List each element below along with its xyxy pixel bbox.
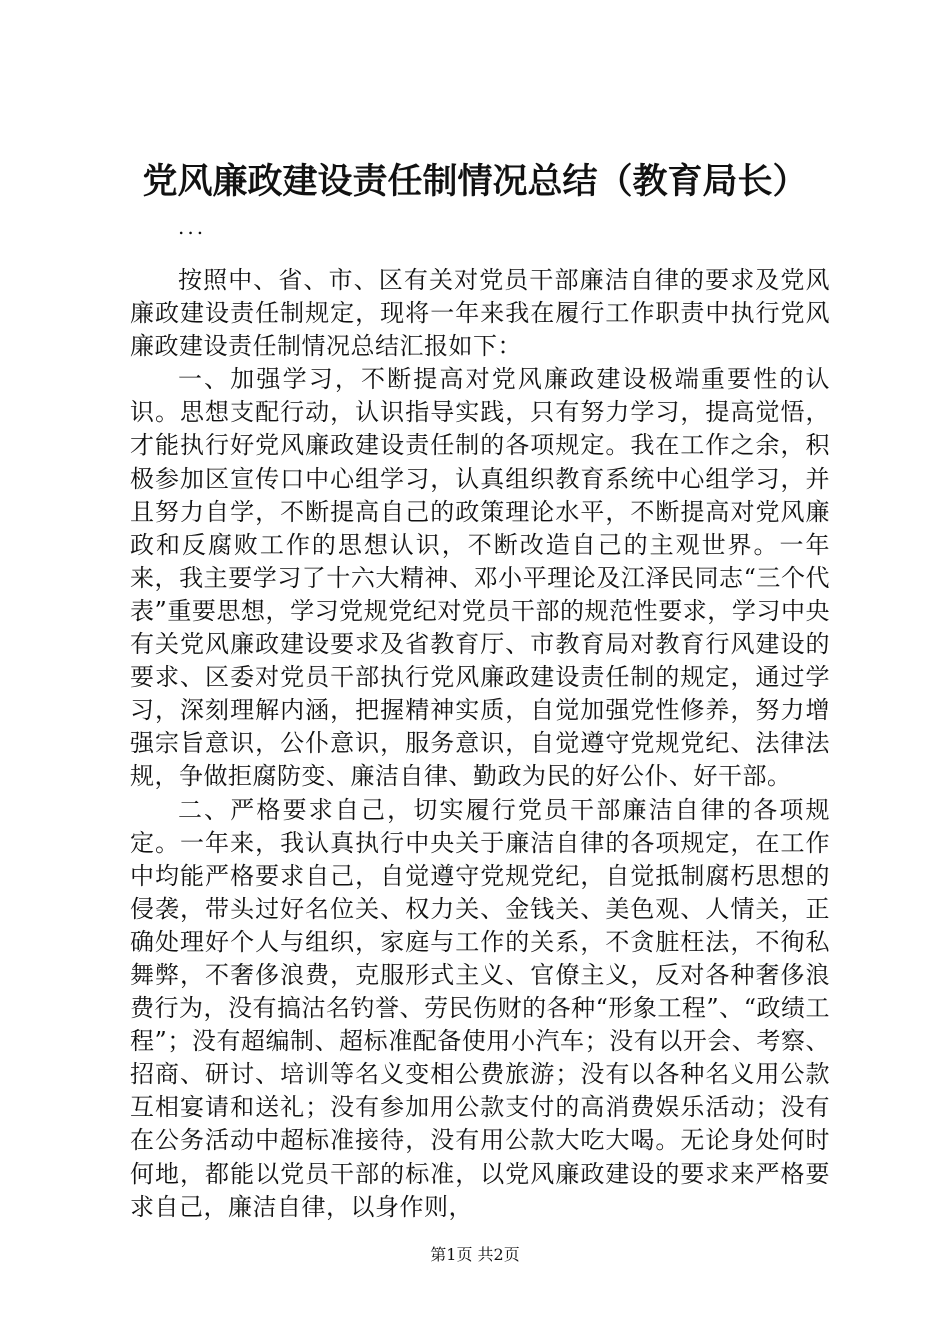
page-footer: 第1页 共2页 (430, 1245, 520, 1264)
paragraph-section-1: 一、加强学习，不断提高对党风廉政建设极端重要性的认识。思想支配行动，认识指导实践，只有努力学习，提高觉悟，才能执行好党风廉政建设责任制的各项规定。我在工作之余，积极参加区宣传口中心组学习，认真组织教育系统中心组学习，并且努力自学，不断提高自己的政策理论水平，不断提高对党风廉政和反腐败工作的思想认识，不断改造自己的主观世界。一年来，我主要学习了十六大精神、邓小平理论及江泽民同志“三个代表”重要思想，学习党规党纪对党员干部的规范性要求，学习中央有关党风廉政建设要求及省教育厅、市教育局对教育行风建设的要求、区委对党员干部执行党风廉政建设责任制的规定，通过学习，深刻理解内涵，把握精神实质，自觉加强党性修养，努力增强宗旨意识，公仆意识，服务意识，自觉遵守党规党纪、法律法规，争做拒腐防变、廉洁自律、勤政为民的好公仆、好干部。 (130, 365, 830, 791)
document-body (130, 264, 830, 1224)
paragraph-section-2: 二、严格要求自己，切实履行党员干部廉洁自律的各项规定。一年来，我认真执行中央关于廉洁自律的各项规定，在工作中均能严格要求自己，自觉遵守党规党纪，自觉抵制腐朽思想的侵袭，带头过好名位关、权力关、金钱关、美色观、人情关，正确处理好个人与组织，家庭与工作的关系，不贪脏枉法，不徇私舞弊，不奢侈浪费，克服形式主义、官僚主义，反对各种奢侈浪费行为，没有搞沽名钓誉、劳民伤财的各种“形象工程”、“政绩工程”；没有超编制、超标准配备使用小汽车；没有以开会、考察、招商、研讨、培训等名义变相公费旅游；没有以各种名义用公款互相宴请和送礼；没有参加用公款支付的高消费娱乐活动；没有在公务活动中超标准接待，没有用公款大吃大喝。无论身处何时何地，都能以党员干部的标准，以党风廉政建设的要求来严格要求自己，廉洁自律，以身作则， (130, 795, 830, 1221)
ellipsis-marker: ... (178, 215, 207, 239)
document-title: 党风廉政建设责任制情况总结（教育局长） (142, 161, 808, 202)
paragraph-intro: 按照中、省、市、区有关对党员干部廉洁自律的要求及党风廉政建设责任制规定，现将一年来我在履行工作职责中执行党风廉政建设责任制情况总结汇报如下： (130, 266, 830, 361)
